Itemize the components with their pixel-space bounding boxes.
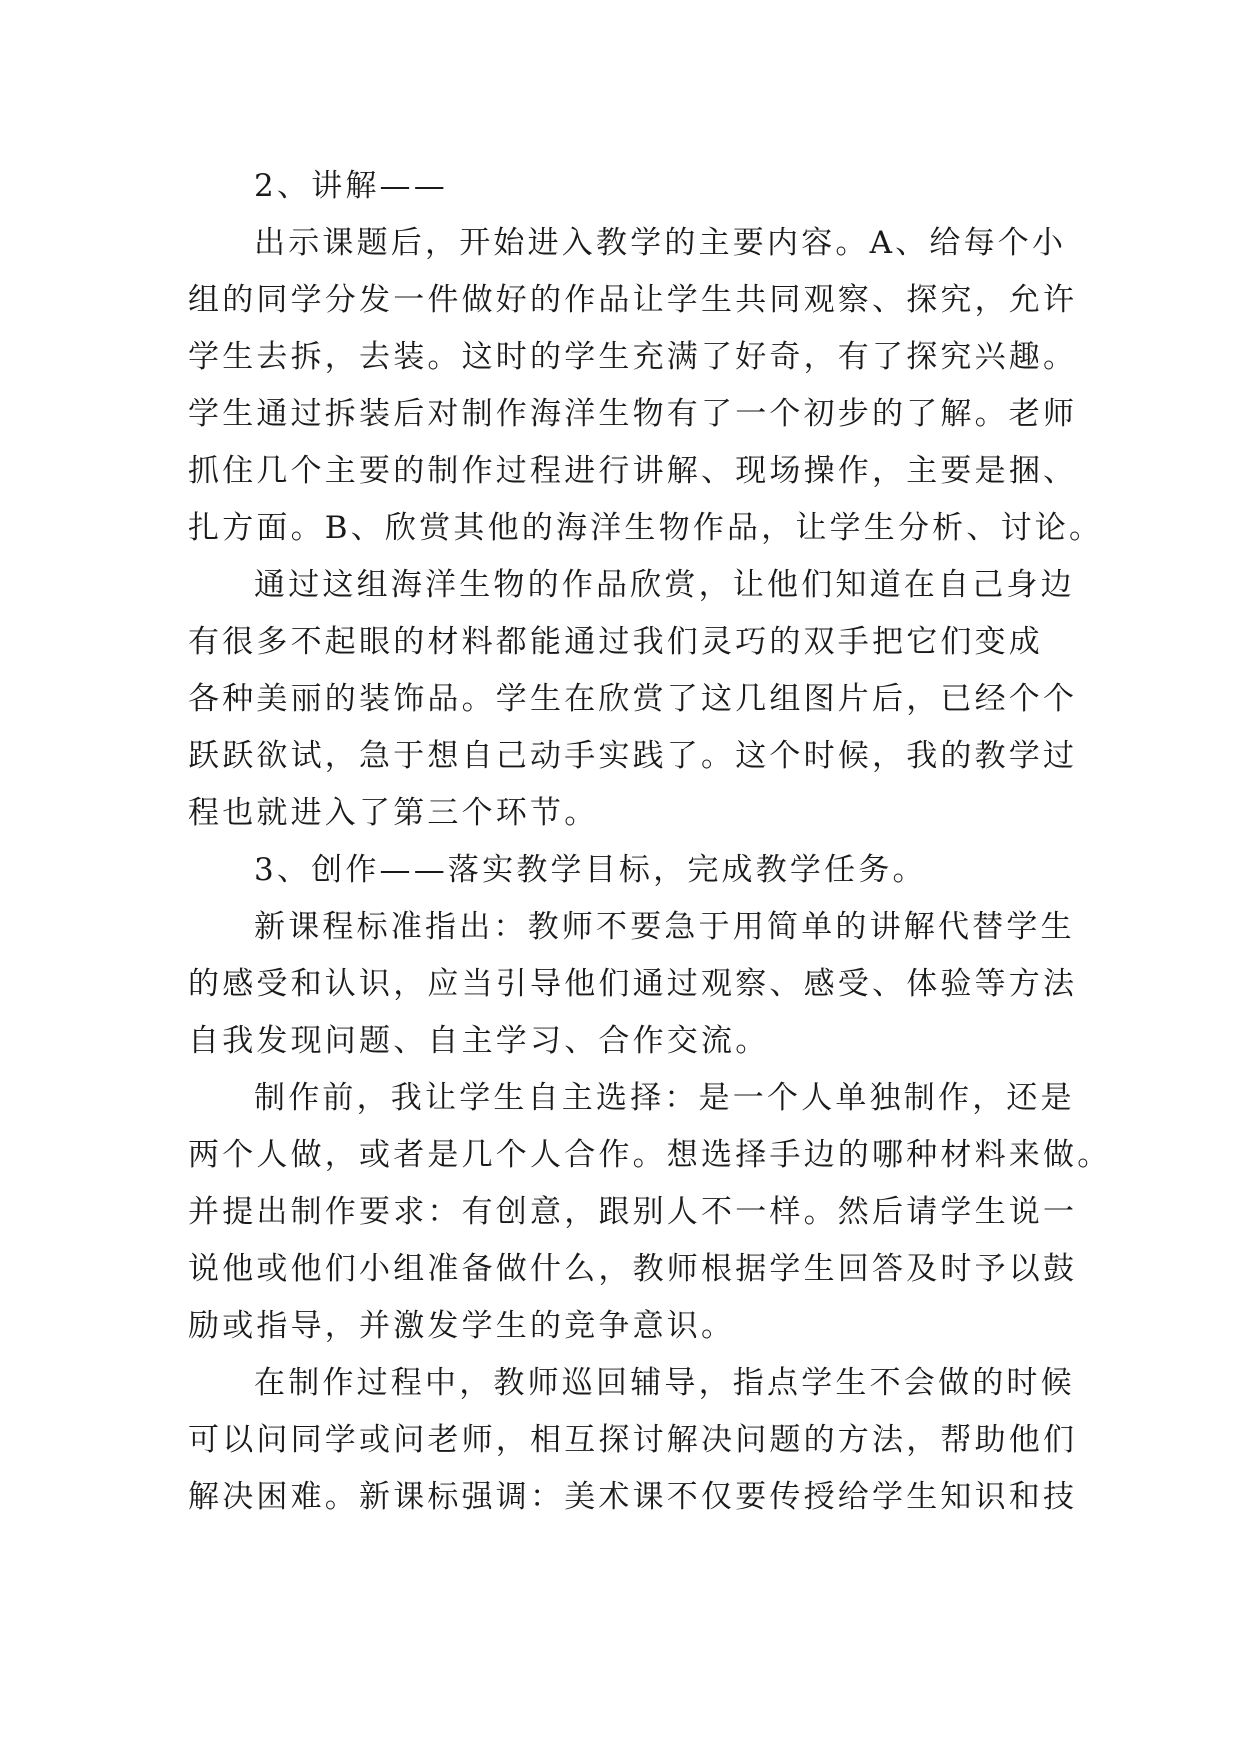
paragraph-line: 并提出制作要求：有创意，跟别人不一样。然后请学生说一: [188, 1194, 1078, 1230]
paragraph-line: 新课程标准指出：教师不要急于用简单的讲解代替学生: [254, 909, 1075, 945]
paragraph-line: 有很多不起眼的材料都能通过我们灵巧的双手把它们变成: [188, 624, 1043, 660]
paragraph-line: 可以问同学或问老师，相互探讨解决问题的方法，帮助他们: [188, 1422, 1078, 1458]
paragraph-line: 两个人做，或者是几个人合作。想选择手边的哪种材料来做。: [188, 1137, 1112, 1173]
paragraph-line: 解决困难。新课标强调：美术课不仅要传授给学生知识和技: [188, 1479, 1078, 1515]
paragraph-line: 自我发现问题、自主学习、合作交流。: [188, 1023, 770, 1059]
paragraph-line: 在制作过程中，教师巡回辅导，指点学生不会做的时候: [254, 1365, 1075, 1401]
paragraph-line: 制作前，我让学生自主选择：是一个人单独制作，还是: [254, 1080, 1075, 1116]
paragraph-line: 学生通过拆装后对制作海洋生物有了一个初步的了解。老师: [188, 396, 1078, 432]
paragraph-line: 程也就进入了第三个环节。: [188, 795, 599, 831]
paragraph-line: 各种美丽的装饰品。学生在欣赏了这几组图片后，已经个个: [188, 681, 1078, 717]
paragraph-line: 的感受和认识，应当引导他们通过观察、感受、体验等方法: [188, 966, 1078, 1002]
section-heading-create: 3、创作——落实教学目标，完成教学任务。: [254, 852, 927, 888]
paragraph-line: 抓住几个主要的制作过程进行讲解、现场操作，主要是捆、: [188, 453, 1078, 489]
paragraph-line: 通过这组海洋生物的作品欣赏，让他们知道在自己身边: [254, 567, 1075, 603]
section-heading-explain: 2、讲解——: [254, 168, 448, 204]
paragraph-line: 说他或他们小组准备做什么，教师根据学生回答及时予以鼓: [188, 1251, 1078, 1287]
paragraph-line: 励或指导，并激发学生的竞争意识。: [188, 1308, 736, 1344]
paragraph-line: 组的同学分发一件做好的作品让学生共同观察、探究，允许: [188, 282, 1078, 318]
paragraph-line: 出示课题后，开始进入教学的主要内容。A、给每个小: [254, 225, 1067, 261]
paragraph-line: 扎方面。B、欣赏其他的海洋生物作品，让学生分析、讨论。: [188, 510, 1104, 546]
paragraph-line: 跃跃欲试，急于想自己动手实践了。这个时候，我的教学过: [188, 738, 1078, 774]
paragraph-line: 学生去拆，去装。这时的学生充满了好奇，有了探究兴趣。: [188, 339, 1078, 375]
